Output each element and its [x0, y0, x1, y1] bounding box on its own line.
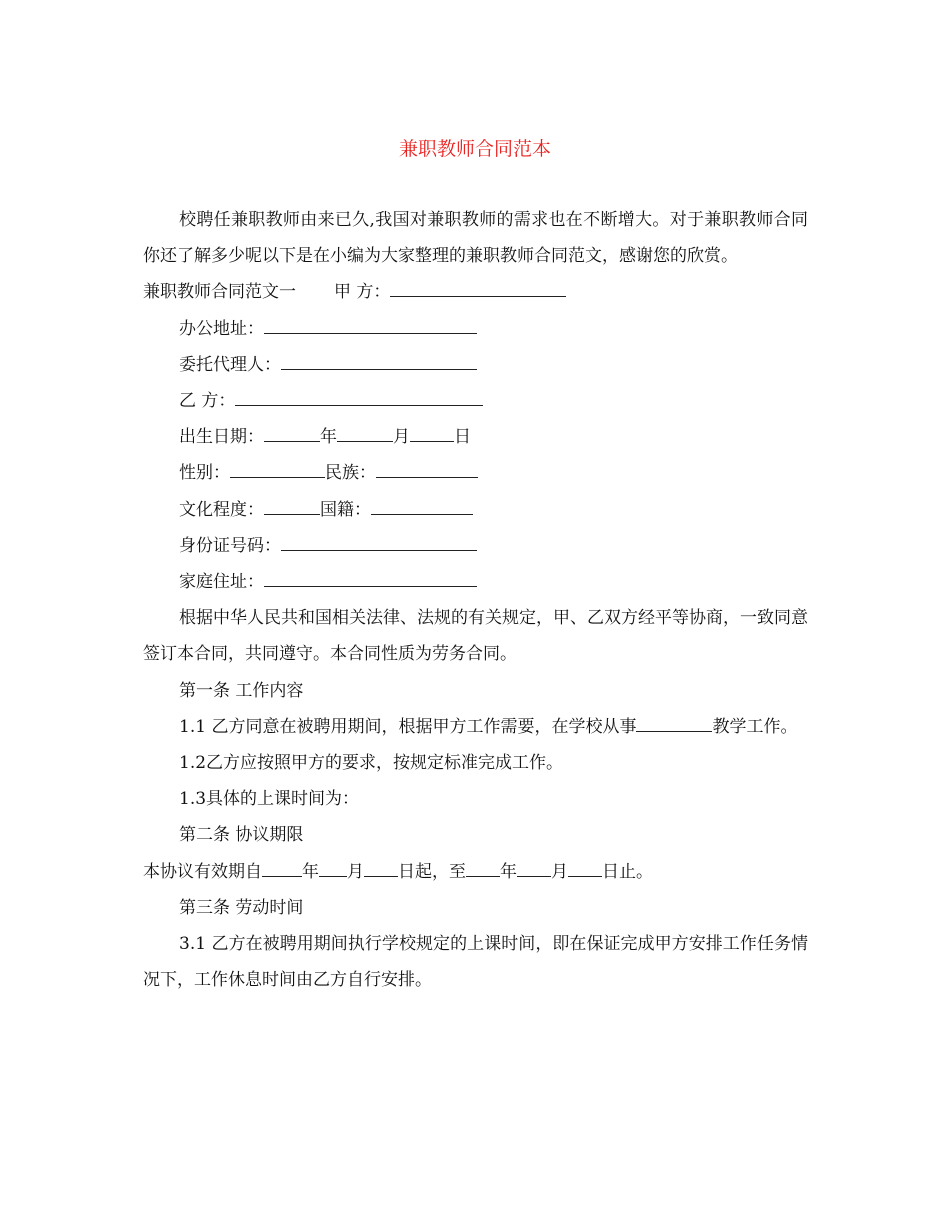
party-a-blank: [390, 282, 566, 297]
nationality-blank: [371, 500, 473, 515]
office-address-blank: [264, 319, 477, 334]
birth-date-line: [143, 419, 808, 455]
term-line: 本协议有效期自 年 月 日起，至 年 月 日止。: [143, 861, 653, 882]
clause-1-2: 1.2乙方应按照甲方的要求，按规定标准完成工作。: [179, 753, 564, 774]
education-label: 文化程度：: [179, 499, 264, 520]
article-1-title: 第一条 工作内容: [179, 680, 304, 701]
birth-label: 出生日期：: [179, 427, 264, 448]
home-address-line: [143, 564, 808, 600]
birth-day-label: 日: [454, 427, 471, 448]
document-body: [143, 202, 808, 998]
home-address-label: 家庭住址：: [179, 572, 264, 593]
preamble-paragraph: 根据中华人民共和国相关法律、法规的有关规定，甲、乙双方经平等协商，一致同意签订本合同，共同遵守。本合同性质为劳务合同。: [143, 608, 808, 665]
office-address-label: 办公地址：: [179, 318, 264, 339]
ethnicity-label: 民族：: [325, 463, 376, 484]
education-blank: [264, 500, 320, 515]
party-a-line: [143, 274, 808, 310]
home-address-blank: [264, 572, 477, 587]
office-address-line: [143, 311, 808, 347]
article-3-title: 第三条 劳动时间: [179, 897, 304, 918]
clause-3-1: 3.1 乙方在被聘用期间执行学校规定的上课时间，即在保证完成甲方安排工作任务情况下，工作休息时间由乙方自行安排。: [143, 934, 808, 991]
sample-heading: 兼职教师合同范文一: [143, 282, 296, 303]
id-label: 身份证号码：: [179, 535, 281, 556]
gender-blank: [230, 463, 325, 478]
agent-line: [143, 347, 808, 383]
id-blank: [281, 536, 477, 551]
agent-label: 委托代理人：: [179, 354, 281, 375]
gender-label: 性别：: [179, 463, 230, 484]
party-b-blank: [235, 391, 483, 406]
party-b-label: 乙 方：: [179, 391, 236, 412]
document-title: 兼职教师合同范本: [398, 138, 551, 160]
article-2-title: 第二条 协议期限: [179, 825, 304, 846]
nationality-label: 国籍：: [320, 499, 371, 520]
ethnicity-blank: [376, 463, 478, 478]
gender-ethnicity-line: [143, 455, 808, 491]
party-b-line: [143, 383, 808, 419]
id-number-line: [143, 528, 808, 564]
party-a-label: 甲 方：: [334, 282, 391, 303]
agent-blank: [281, 355, 477, 370]
clause-1-1: 1.1 乙方同意在被聘用期间，根据甲方工作需要，在学校从事 教学工作。: [179, 716, 798, 737]
subject-blank: [636, 717, 712, 732]
clause-1-3: 1.3具体的上课时间为：: [179, 789, 360, 810]
birth-month-label: 月: [393, 427, 410, 448]
intro-paragraph: 校聘任兼职教师由来已久,我国对兼职教师的需求也在不断增大。对于兼职教师合同你还了解多少呢以下是在小编为大家整理的兼职教师合同范文，感谢您的欣赏。: [143, 210, 808, 267]
education-nationality-line: [143, 492, 808, 528]
birth-year-label: 年: [320, 427, 337, 448]
